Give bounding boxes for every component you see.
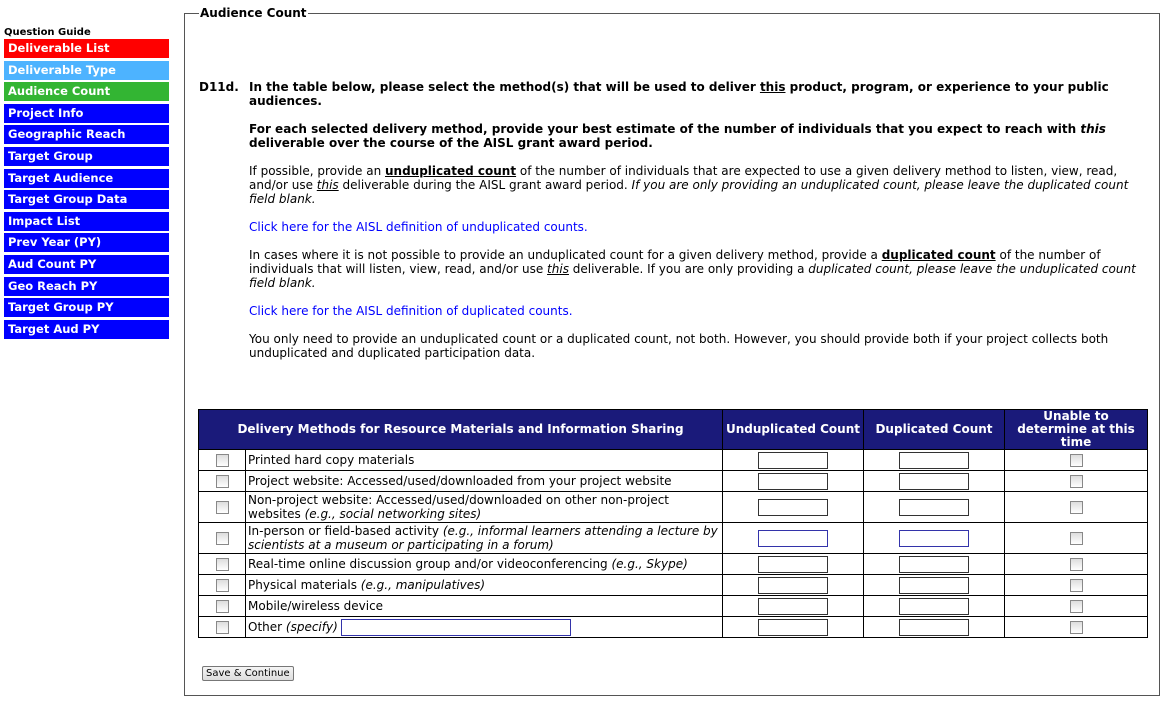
section-legend: Audience Count — [200, 6, 307, 20]
method-label: Physical materials — [248, 578, 361, 592]
table-row — [199, 617, 1148, 638]
unable-to-determine-checkbox[interactable] — [1070, 475, 1083, 488]
question-guide-title: Question Guide — [4, 27, 91, 38]
method-checkbox[interactable] — [216, 621, 229, 634]
method-note: (e.g., informal learners attending a lecture by scientists at a museum or participating in a forum) — [248, 524, 718, 552]
duplicated-count-input[interactable] — [899, 556, 969, 573]
instruction-1: In the table below, please select the method(s) that will be used to deliver this product, program, or experience to your public audiences. — [249, 80, 1109, 108]
method-note: (e.g., social networking sites) — [304, 507, 482, 521]
unable-to-determine-checkbox[interactable] — [1070, 558, 1083, 571]
sidebar-item-target-group-data[interactable]: Target Group Data — [4, 190, 169, 209]
method-checkbox[interactable] — [216, 558, 229, 571]
method-label: Mobile/wireless device — [248, 599, 384, 613]
header-unable-to-determine: Unable to determine at this time — [1005, 410, 1148, 450]
save-continue-button[interactable]: Save & Continue — [202, 666, 294, 681]
question-d11d — [199, 80, 1139, 374]
instruction-5: You only need to provide an unduplicated count or a duplicated count, not both. However, you should provide both if your project collects both unduplicated and duplicated participation data. — [249, 332, 1109, 360]
sidebar-item-target-audience[interactable]: Target Audience — [4, 169, 169, 188]
duplicated-count-input[interactable] — [899, 499, 969, 516]
method-note: (e.g., Skype) — [611, 557, 688, 571]
instruction-3: If possible, provide an unduplicated count of the number of individuals that are expected to use a given delivery method to listen, view, read, and/or use this deliverable during the AISL grant award period. If you are only providing an unduplicated count, please leave the duplicated count field blank. — [249, 164, 1129, 206]
unable-to-determine-checkbox[interactable] — [1070, 621, 1083, 634]
unable-to-determine-checkbox[interactable] — [1070, 532, 1083, 545]
unduplicated-count-input[interactable] — [758, 556, 828, 573]
sidebar-item-project-info[interactable]: Project Info — [4, 104, 169, 123]
duplicated-count-input[interactable] — [899, 452, 969, 469]
method-label: Real-time online discussion group and/or videoconferencing — [248, 557, 612, 571]
method-checkbox[interactable] — [216, 454, 229, 467]
audience-count-section — [184, 6, 1160, 696]
question-number: D11d. — [199, 80, 239, 94]
unable-to-determine-checkbox[interactable] — [1070, 600, 1083, 613]
method-checkbox[interactable] — [216, 532, 229, 545]
sidebar-item-geo-reach-py[interactable]: Geo Reach PY — [4, 277, 169, 296]
unduplicated-count-input[interactable] — [758, 619, 828, 636]
duplicated-count-input[interactable] — [899, 473, 969, 490]
sidebar-item-deliverable-list[interactable]: Deliverable List — [4, 39, 169, 58]
delivery-methods-table — [198, 409, 1148, 638]
other-specify-input[interactable] — [341, 619, 571, 636]
table-row — [199, 471, 1148, 492]
table-row — [199, 575, 1148, 596]
method-checkbox[interactable] — [216, 600, 229, 613]
method-label: Project website: Accessed/used/downloaded from your project website — [248, 474, 672, 488]
sidebar-item-target-group[interactable]: Target Group — [4, 147, 169, 166]
unduplicated-count-input[interactable] — [758, 577, 828, 594]
unduplicated-count-input[interactable] — [758, 473, 828, 490]
sidebar-item-geographic-reach[interactable]: Geographic Reach — [4, 125, 169, 144]
sidebar-item-target-group-py[interactable]: Target Group PY — [4, 298, 169, 317]
table-row — [199, 523, 1148, 554]
sidebar-item-target-aud-py[interactable]: Target Aud PY — [4, 320, 169, 339]
method-label: Other — [248, 619, 286, 634]
sidebar-item-aud-count-py[interactable]: Aud Count PY — [4, 255, 169, 274]
unduplicated-count-input[interactable] — [758, 499, 828, 516]
unduplicated-count-input[interactable] — [758, 452, 828, 469]
duplicated-count-input[interactable] — [899, 530, 969, 547]
method-checkbox[interactable] — [216, 501, 229, 514]
unduplicated-count-input[interactable] — [758, 530, 828, 547]
question-guide — [4, 26, 169, 341]
header-delivery-methods: Delivery Methods for Resource Materials and Information Sharing — [199, 410, 723, 450]
method-checkbox[interactable] — [216, 475, 229, 488]
header-unduplicated-count: Unduplicated Count — [723, 410, 864, 450]
duplicated-count-input[interactable] — [899, 619, 969, 636]
method-checkbox[interactable] — [216, 579, 229, 592]
duplicated-definition-link[interactable]: Click here for the AISL definition of duplicated counts. — [249, 304, 573, 318]
unduplicated-count-input[interactable] — [758, 598, 828, 615]
unable-to-determine-checkbox[interactable] — [1070, 579, 1083, 592]
instruction-4: In cases where it is not possible to provide an unduplicated count for a given delivery method, provide a duplicated count of the number of individuals that will listen, view, read, and/or use this deliverable. If you are only providing a duplicated count, please leave the unduplicated count field blank. — [249, 248, 1136, 290]
method-label: Printed hard copy materials — [248, 453, 415, 467]
method-label: In-person or field-based activity — [248, 524, 443, 538]
sidebar-item-prev-year-py[interactable]: Prev Year (PY) — [4, 233, 169, 252]
table-row — [199, 492, 1148, 523]
header-duplicated-count: Duplicated Count — [864, 410, 1005, 450]
unable-to-determine-checkbox[interactable] — [1070, 454, 1083, 467]
method-note: (e.g., manipulatives) — [360, 578, 486, 592]
sidebar-item-audience-count[interactable]: Audience Count — [4, 82, 169, 101]
table-row — [199, 554, 1148, 575]
table-row — [199, 596, 1148, 617]
sidebar-item-deliverable-type[interactable]: Deliverable Type — [4, 61, 169, 80]
unable-to-determine-checkbox[interactable] — [1070, 501, 1083, 514]
method-label: Non-project website: Accessed/used/downloaded on other non-project websites — [248, 493, 670, 521]
table-row — [199, 450, 1148, 471]
instruction-2: For each selected delivery method, provide your best estimate of the number of individuals that you expect to reach with this deliverable over the course of the AISL grant award period. — [249, 122, 1106, 150]
unduplicated-definition-link[interactable]: Click here for the AISL definition of unduplicated counts. — [249, 220, 588, 234]
method-note: (specify) — [285, 619, 338, 634]
duplicated-count-input[interactable] — [899, 598, 969, 615]
sidebar-item-impact-list[interactable]: Impact List — [4, 212, 169, 231]
duplicated-count-input[interactable] — [899, 577, 969, 594]
